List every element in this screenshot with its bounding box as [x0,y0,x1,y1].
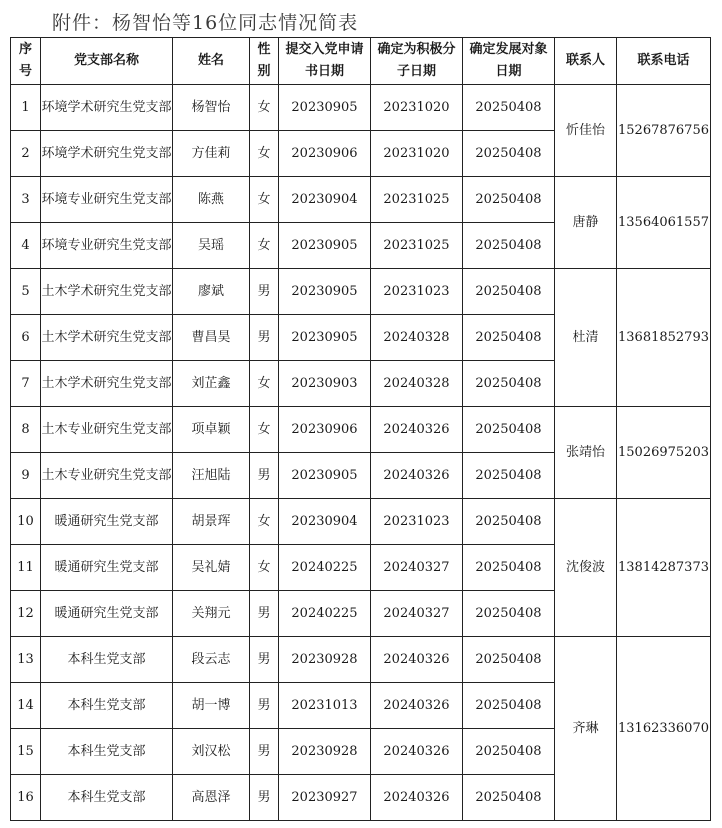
row-branch: 环境专业研究生党支部 [41,177,173,223]
contact-name: 唐静 [555,177,617,269]
row-apply-date: 20230906 [279,407,371,453]
row-apply-date: 20230906 [279,131,371,177]
row-name: 关翔元 [173,591,250,637]
row-activist-date: 20231025 [371,177,463,223]
table-row [11,177,711,223]
row-activist-date: 20240326 [371,683,463,729]
row-develop-date: 20250408 [463,223,555,269]
row-seq: 13 [11,637,41,683]
row-develop-date: 20250408 [463,361,555,407]
row-gender: 男 [250,591,279,637]
row-branch: 土木学术研究生党支部 [41,315,173,361]
row-gender: 男 [250,637,279,683]
row-branch: 土木专业研究生党支部 [41,407,173,453]
row-develop-date: 20250408 [463,407,555,453]
contact-name: 齐琳 [555,637,617,821]
row-gender: 男 [250,729,279,775]
row-branch: 土木专业研究生党支部 [41,453,173,499]
row-branch: 环境学术研究生党支部 [41,131,173,177]
contact-name: 沈俊波 [555,499,617,637]
row-develop-date: 20250408 [463,591,555,637]
table-row [11,85,711,131]
row-activist-date: 20240326 [371,453,463,499]
row-name: 吴瑶 [173,223,250,269]
row-branch: 暖通研究生党支部 [41,499,173,545]
row-gender: 女 [250,131,279,177]
row-apply-date: 20230904 [279,499,371,545]
row-branch: 本科生党支部 [41,729,173,775]
header-activist-date: 确定为积极分子日期 [371,38,463,85]
contact-phone: 15026975203 [617,407,711,499]
row-name: 高恩泽 [173,775,250,821]
row-seq: 5 [11,269,41,315]
row-apply-date: 20230904 [279,177,371,223]
row-apply-date: 20230905 [279,269,371,315]
row-activist-date: 20240326 [371,407,463,453]
row-apply-date: 20230927 [279,775,371,821]
contact-phone: 13814287373 [617,499,711,637]
row-apply-date: 20240225 [279,545,371,591]
row-seq: 2 [11,131,41,177]
row-seq: 6 [11,315,41,361]
row-name: 段云志 [173,637,250,683]
row-apply-date: 20230905 [279,85,371,131]
header-contact: 联系人 [555,38,617,85]
row-apply-date: 20240225 [279,591,371,637]
row-branch: 土木学术研究生党支部 [41,269,173,315]
row-gender: 女 [250,223,279,269]
header-name: 姓名 [173,38,250,85]
header-apply-date: 提交入党申请书日期 [279,38,371,85]
row-name: 胡一博 [173,683,250,729]
row-gender: 男 [250,315,279,361]
contact-name: 杜清 [555,269,617,407]
header-seq: 序号 [11,38,41,85]
header-branch: 党支部名称 [41,38,173,85]
page-title: 附件：杨智怡等16位同志情况简表 [52,12,359,34]
row-gender: 男 [250,683,279,729]
row-develop-date: 20250408 [463,453,555,499]
row-develop-date: 20250408 [463,683,555,729]
row-branch: 本科生党支部 [41,775,173,821]
row-seq: 3 [11,177,41,223]
row-branch: 环境专业研究生党支部 [41,223,173,269]
row-seq: 11 [11,545,41,591]
row-name: 廖斌 [173,269,250,315]
roster-body [11,85,711,821]
row-branch: 土木学术研究生党支部 [41,361,173,407]
row-gender: 女 [250,177,279,223]
row-develop-date: 20250408 [463,545,555,591]
row-gender: 女 [250,361,279,407]
row-apply-date: 20230905 [279,315,371,361]
header-develop-date: 确定发展对象日期 [463,38,555,85]
row-branch: 本科生党支部 [41,683,173,729]
row-develop-date: 20250408 [463,85,555,131]
contact-phone: 15267876756 [617,85,711,177]
row-seq: 15 [11,729,41,775]
row-activist-date: 20240327 [371,591,463,637]
row-activist-date: 20231020 [371,85,463,131]
header-phone: 联系电话 [617,38,711,85]
row-gender: 男 [250,453,279,499]
contact-phone: 13162336070 [617,637,711,821]
row-develop-date: 20250408 [463,131,555,177]
row-gender: 男 [250,775,279,821]
row-name: 吴礼婧 [173,545,250,591]
row-activist-date: 20231020 [371,131,463,177]
table-row [11,637,711,683]
contact-name: 张靖怡 [555,407,617,499]
row-branch: 暖通研究生党支部 [41,591,173,637]
row-gender: 女 [250,85,279,131]
row-name: 刘芷鑫 [173,361,250,407]
table-row [11,269,711,315]
row-seq: 16 [11,775,41,821]
roster-table [10,37,711,821]
row-seq: 12 [11,591,41,637]
row-activist-date: 20240326 [371,775,463,821]
row-activist-date: 20240327 [371,545,463,591]
row-seq: 4 [11,223,41,269]
row-apply-date: 20230903 [279,361,371,407]
row-name: 刘汉松 [173,729,250,775]
row-gender: 男 [250,269,279,315]
row-develop-date: 20250408 [463,269,555,315]
row-develop-date: 20250408 [463,637,555,683]
row-develop-date: 20250408 [463,177,555,223]
table-row [11,499,711,545]
row-seq: 9 [11,453,41,499]
contact-name: 忻佳怡 [555,85,617,177]
row-activist-date: 20240326 [371,637,463,683]
row-apply-date: 20230905 [279,453,371,499]
row-gender: 女 [250,499,279,545]
row-activist-date: 20231023 [371,269,463,315]
row-activist-date: 20231023 [371,499,463,545]
row-activist-date: 20240328 [371,315,463,361]
row-seq: 10 [11,499,41,545]
row-seq: 1 [11,85,41,131]
row-name: 杨智怡 [173,85,250,131]
row-branch: 本科生党支部 [41,637,173,683]
header-gender: 性别 [250,38,279,85]
row-name: 胡景珲 [173,499,250,545]
row-branch: 暖通研究生党支部 [41,545,173,591]
contact-phone: 13564061557 [617,177,711,269]
row-name: 方佳莉 [173,131,250,177]
header-row [11,38,711,85]
row-seq: 7 [11,361,41,407]
row-name: 汪旭陆 [173,453,250,499]
row-apply-date: 20230928 [279,637,371,683]
row-develop-date: 20250408 [463,775,555,821]
table-row [11,407,711,453]
row-name: 曹昌昊 [173,315,250,361]
row-name: 项卓颖 [173,407,250,453]
row-seq: 8 [11,407,41,453]
row-seq: 14 [11,683,41,729]
contact-phone: 13681852793 [617,269,711,407]
row-develop-date: 20250408 [463,315,555,361]
row-apply-date: 20230928 [279,729,371,775]
row-develop-date: 20250408 [463,729,555,775]
row-apply-date: 20231013 [279,683,371,729]
row-branch: 环境学术研究生党支部 [41,85,173,131]
row-activist-date: 20240326 [371,729,463,775]
row-activist-date: 20240328 [371,361,463,407]
row-apply-date: 20230905 [279,223,371,269]
row-name: 陈燕 [173,177,250,223]
row-develop-date: 20250408 [463,499,555,545]
row-gender: 女 [250,407,279,453]
row-gender: 女 [250,545,279,591]
row-activist-date: 20231025 [371,223,463,269]
